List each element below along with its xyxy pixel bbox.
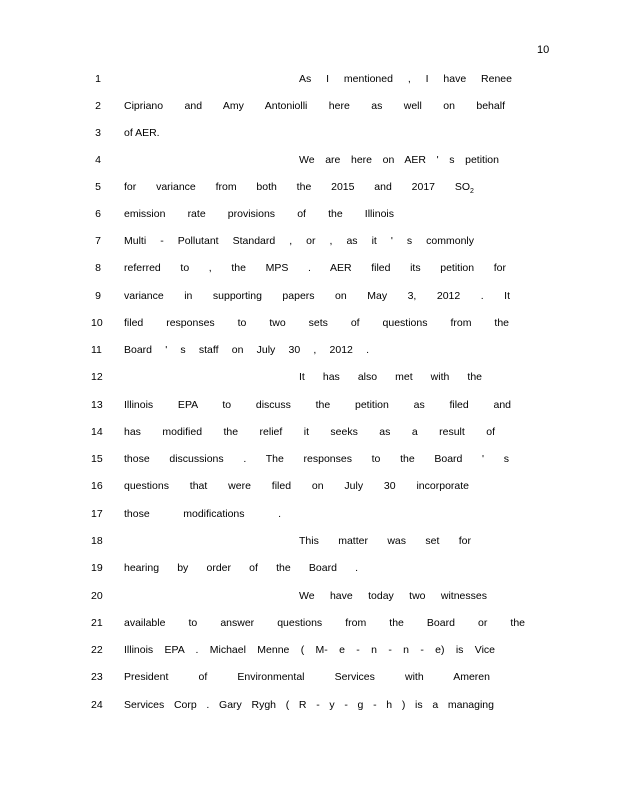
line-text: emission rate provisions of the Illinois	[124, 208, 394, 220]
line-text: We are here on AER ' s petition	[299, 154, 499, 166]
transcript-line	[0, 697, 618, 713]
line-text: Multi - Pollutant Standard , or , as it ' s commonly	[124, 235, 474, 247]
transcript-line	[0, 397, 618, 413]
line-number: 1	[95, 73, 101, 85]
line-number: 5	[95, 181, 101, 193]
transcript-line	[0, 478, 618, 494]
line-text: As I mentioned , I have Renee	[299, 73, 512, 85]
line-number: 8	[95, 262, 101, 274]
line-text: Services Corp . Gary Rygh ( R - y - g - h ) is a managing	[124, 699, 494, 711]
line-text: Cipriano and Amy Antoniolli here as well on behalf	[124, 100, 505, 112]
transcript-line	[0, 315, 618, 331]
line-text: has modified the relief it seeks as a result of	[124, 426, 495, 438]
line-number: 17	[91, 508, 103, 520]
transcript-line	[0, 369, 618, 385]
transcript-line	[0, 506, 618, 522]
transcript-line	[0, 179, 618, 195]
transcript-line	[0, 260, 618, 276]
transcript-line	[0, 451, 618, 467]
transcript-line	[0, 342, 618, 358]
subscript: 2	[470, 188, 474, 196]
line-number: 3	[95, 127, 101, 139]
line-number: 11	[91, 344, 102, 356]
line-number: 14	[91, 426, 103, 438]
line-text: questions that were filed on July 30 incorporate	[124, 480, 469, 492]
line-text: for variance from both the 2015 and 2017 SO	[124, 181, 470, 193]
line-number: 13	[91, 399, 103, 411]
line-text: available to answer questions from the Board or the	[124, 617, 525, 629]
transcript-line	[0, 288, 618, 304]
line-text-wrap	[124, 179, 484, 195]
line-number: 15	[91, 453, 103, 465]
line-text: filed responses to two sets of questions from the	[124, 317, 509, 329]
line-number: 7	[95, 235, 101, 247]
line-text: It has also met with the	[299, 371, 482, 383]
line-text: variance in supporting papers on May 3, 2012 . It	[124, 290, 510, 302]
line-text: Board ' s staff on July 30 , 2012 .	[124, 344, 369, 356]
line-text: referred to , the MPS . AER filed its petition for	[124, 262, 506, 274]
transcript-line	[0, 642, 618, 658]
transcript-line	[0, 152, 618, 168]
transcript-line	[0, 588, 618, 604]
page-number: 10	[537, 44, 550, 56]
line-text: We have today two witnesses	[299, 590, 487, 602]
transcript-line	[0, 206, 618, 222]
transcript-line	[0, 125, 618, 141]
line-number: 24	[91, 699, 103, 711]
line-number: 6	[95, 208, 101, 220]
transcript-line	[0, 233, 618, 249]
line-number: 22	[91, 644, 103, 656]
line-number: 20	[91, 590, 103, 602]
line-number: 21	[91, 617, 103, 629]
line-number: 2	[95, 100, 101, 112]
transcript-line	[0, 424, 618, 440]
line-number: 12	[91, 371, 103, 383]
line-number: 18	[91, 535, 103, 547]
transcript-line	[0, 615, 618, 631]
line-number: 19	[91, 562, 103, 574]
line-text: hearing by order of the Board .	[124, 562, 358, 574]
line-text: This matter was set for	[299, 535, 471, 547]
line-number: 16	[91, 480, 103, 492]
line-text: Illinois EPA to discuss the petition as filed and	[124, 399, 511, 411]
transcript-line	[0, 560, 618, 576]
line-number: 10	[91, 317, 103, 329]
transcript-line	[0, 98, 618, 114]
line-text: those modifications .	[124, 508, 281, 520]
line-number: 9	[95, 290, 101, 302]
line-number: 23	[91, 671, 103, 683]
line-number: 4	[95, 154, 101, 166]
line-text: Illinois EPA . Michael Menne ( M- e - n - n - e) is Vice	[124, 644, 495, 656]
transcript-line	[0, 533, 618, 549]
transcript-line	[0, 669, 618, 685]
line-text: President of Environmental Services with Ameren	[124, 671, 490, 683]
line-text: those discussions . The responses to the Board ' s	[124, 453, 509, 465]
transcript-line	[0, 71, 618, 87]
line-text: of AER.	[124, 127, 160, 139]
